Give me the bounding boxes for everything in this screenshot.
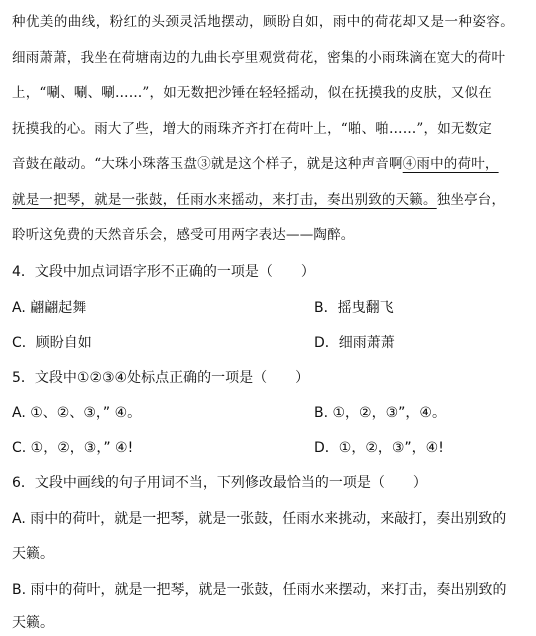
q4-option-b[interactable]: B．摇曳翻飞	[314, 300, 394, 316]
q5-option-d[interactable]: D．①，②，③”，④!	[314, 440, 444, 456]
q6-option-a[interactable]: A. 雨中的荷叶，就是一把琴，就是一张鼓，任雨水来挑动，来敲打，奏出别致的	[12, 511, 507, 527]
q6-option-a-continued: 天籁。	[12, 546, 54, 562]
q5-option-c[interactable]: C. ①，②，③，” ④!	[12, 440, 134, 456]
question-6-stem: 6．文段中画线的句子用词不当，下列修改最恰当的一项是（ ）	[12, 475, 427, 491]
passage-line	[12, 183, 530, 219]
passage-line: 上，“唰、唰、唰……”，如无数把沙锤在轻轻摇动，似在抚摸我的皮肤，又似在	[12, 85, 493, 101]
q6-option-b-continued: 天籁。	[12, 615, 54, 631]
q6-option-b[interactable]: B. 雨中的荷叶，就是一把琴，就是一张鼓，任雨水来摆动，来打击，奏出别致的	[12, 582, 507, 598]
underlined-sentence: 就是一把琴，就是一张鼓，任雨水来摇动，来打击，奏出别致的天籁。	[12, 191, 437, 208]
question-4-stem: 4．文段中加点词语字形不正确的一项是（ ）	[12, 264, 315, 280]
underlined-sentence: ④雨中的荷叶，	[402, 156, 499, 172]
passage-line: 抚摸我的心。雨大了些，增大的雨珠齐齐打在荷叶上，“啪、啪……”，如无数定	[12, 120, 493, 137]
passage-text: 独坐亭台，	[436, 191, 506, 208]
passage-line: 种优美的曲线，粉红的头颈灵活地摆动，顾盼自如，雨中的荷花却又是一种姿容。	[12, 14, 515, 30]
q5-option-a[interactable]: A. ①、②、③，” ④。	[12, 405, 142, 421]
q4-option-a[interactable]: A. 翩翩起舞	[12, 300, 87, 316]
q4-option-c[interactable]: C．顾盼自如	[12, 335, 92, 351]
q5-option-b[interactable]: B. ①，②，③”，④。	[314, 405, 446, 421]
q4-option-d[interactable]: D．细雨萧萧	[314, 335, 395, 351]
reading-passage	[12, 5, 530, 254]
passage-line: 聆听这免费的天然音乐会，感受可用两字表达——陶醉。	[12, 227, 355, 243]
passage-line	[12, 147, 530, 183]
passage-line: 细雨萧萧，我坐在荷塘南边的九曲长亭里观赏荷花，密集的小雨珠滴在宽大的荷叶	[12, 49, 506, 66]
passage-text: 音鼓在敲动。“大珠小珠落玉盘③就是这个样子，就是这种声音啊	[12, 156, 403, 172]
question-5-stem: 5．文段中①②③④处标点正确的一项是（ ）	[12, 370, 310, 386]
